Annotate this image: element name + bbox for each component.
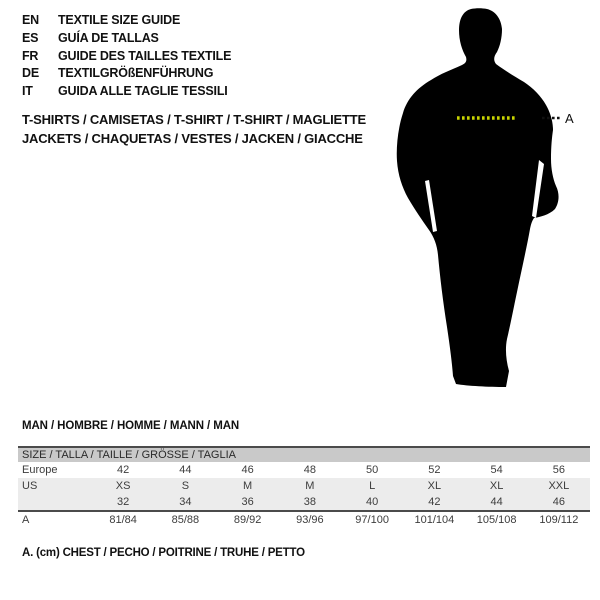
size-table-cell: 89/92 [233, 514, 262, 526]
size-table-cell: 105/108 [476, 514, 517, 526]
size-table-cell: 97/100 [355, 514, 389, 526]
language-row [22, 30, 231, 48]
language-code: FR [22, 48, 39, 63]
size-table-cell: 81/84 [109, 514, 137, 526]
language-row [22, 48, 231, 66]
size-table-row [18, 478, 590, 494]
size-table-header: SIZE / TALLA / TAILLE / GRÖSSE / TAGLIA [18, 448, 590, 462]
size-table-cell: XS [115, 480, 131, 492]
man-silhouette [397, 8, 559, 387]
language-row [22, 12, 231, 30]
size-table-cell: 40 [366, 496, 379, 508]
size-table-row [18, 494, 590, 510]
man-silhouette-figure [390, 0, 600, 400]
language-title: TEXTILGRÖßENFÜHRUNG [58, 66, 214, 81]
size-table-cell: 101/104 [414, 514, 455, 526]
category-line: JACKETS / CHAQUETAS / VESTES / JACKEN / GIACCHE [22, 131, 363, 146]
language-row [22, 65, 231, 83]
size-table-cell: 42 [117, 464, 130, 476]
size-table-row [18, 510, 590, 529]
size-table-row-label: US [22, 480, 38, 492]
size-table-cell: 54 [490, 464, 503, 476]
measurement-footnote: A. (cm) CHEST / PECHO / POITRINE / TRUHE / PETTO [22, 547, 305, 559]
size-table-cell: XL [427, 480, 442, 492]
category-lines [22, 110, 366, 148]
size-table-row-label: Europe [22, 464, 58, 476]
size-table-cell: 42 [428, 496, 441, 508]
size-table-cell: 34 [179, 496, 192, 508]
size-table-cell: XL [489, 480, 504, 492]
language-title: GUÍA DE TALLAS [58, 30, 159, 45]
size-table-cell: 44 [490, 496, 503, 508]
size-table-cell: 50 [366, 464, 379, 476]
size-table-cell: XXL [548, 480, 570, 492]
size-table-cell: 46 [241, 464, 254, 476]
size-table-cell: 109/112 [539, 514, 579, 526]
size-table-row [18, 462, 590, 478]
language-code: ES [22, 30, 39, 45]
size-table-cell: 93/96 [296, 514, 324, 526]
size-table-cell: M [243, 480, 253, 492]
size-table-cell: 38 [303, 496, 316, 508]
language-title: GUIDA ALLE TAGLIE TESSILI [58, 84, 228, 99]
size-table-cell: S [181, 480, 190, 492]
measure-label-a: A [565, 111, 574, 126]
language-title: TEXTILE SIZE GUIDE [58, 13, 181, 27]
gender-section-title: MAN / HOMBRE / HOMME / MANN / MAN [22, 420, 240, 432]
size-table-cell: M [305, 480, 315, 492]
size-table-cell: 48 [303, 464, 316, 476]
size-table-cell: 44 [179, 464, 192, 476]
size-table-cell: L [369, 480, 376, 492]
size-table-row-label [18, 494, 92, 510]
language-code: EN [22, 13, 39, 27]
size-table-cell: 56 [552, 464, 565, 476]
size-table-cell: 85/88 [171, 514, 200, 526]
size-table-body [18, 462, 590, 529]
size-table [18, 446, 590, 529]
size-table-cell: 46 [552, 496, 565, 508]
size-table-cell: 52 [428, 464, 441, 476]
language-code: IT [22, 84, 33, 99]
language-list [22, 12, 231, 101]
language-title: GUIDE DES TAILLES TEXTILE [58, 48, 232, 63]
size-table-cell: 32 [117, 496, 130, 508]
size-table-cell: 36 [241, 496, 254, 508]
size-table-row-label: A [22, 514, 30, 526]
language-code: DE [22, 66, 39, 81]
language-row [22, 83, 231, 101]
category-line: T-SHIRTS / CAMISETAS / T-SHIRT / T-SHIRT / MAGLIETTE [22, 112, 366, 127]
